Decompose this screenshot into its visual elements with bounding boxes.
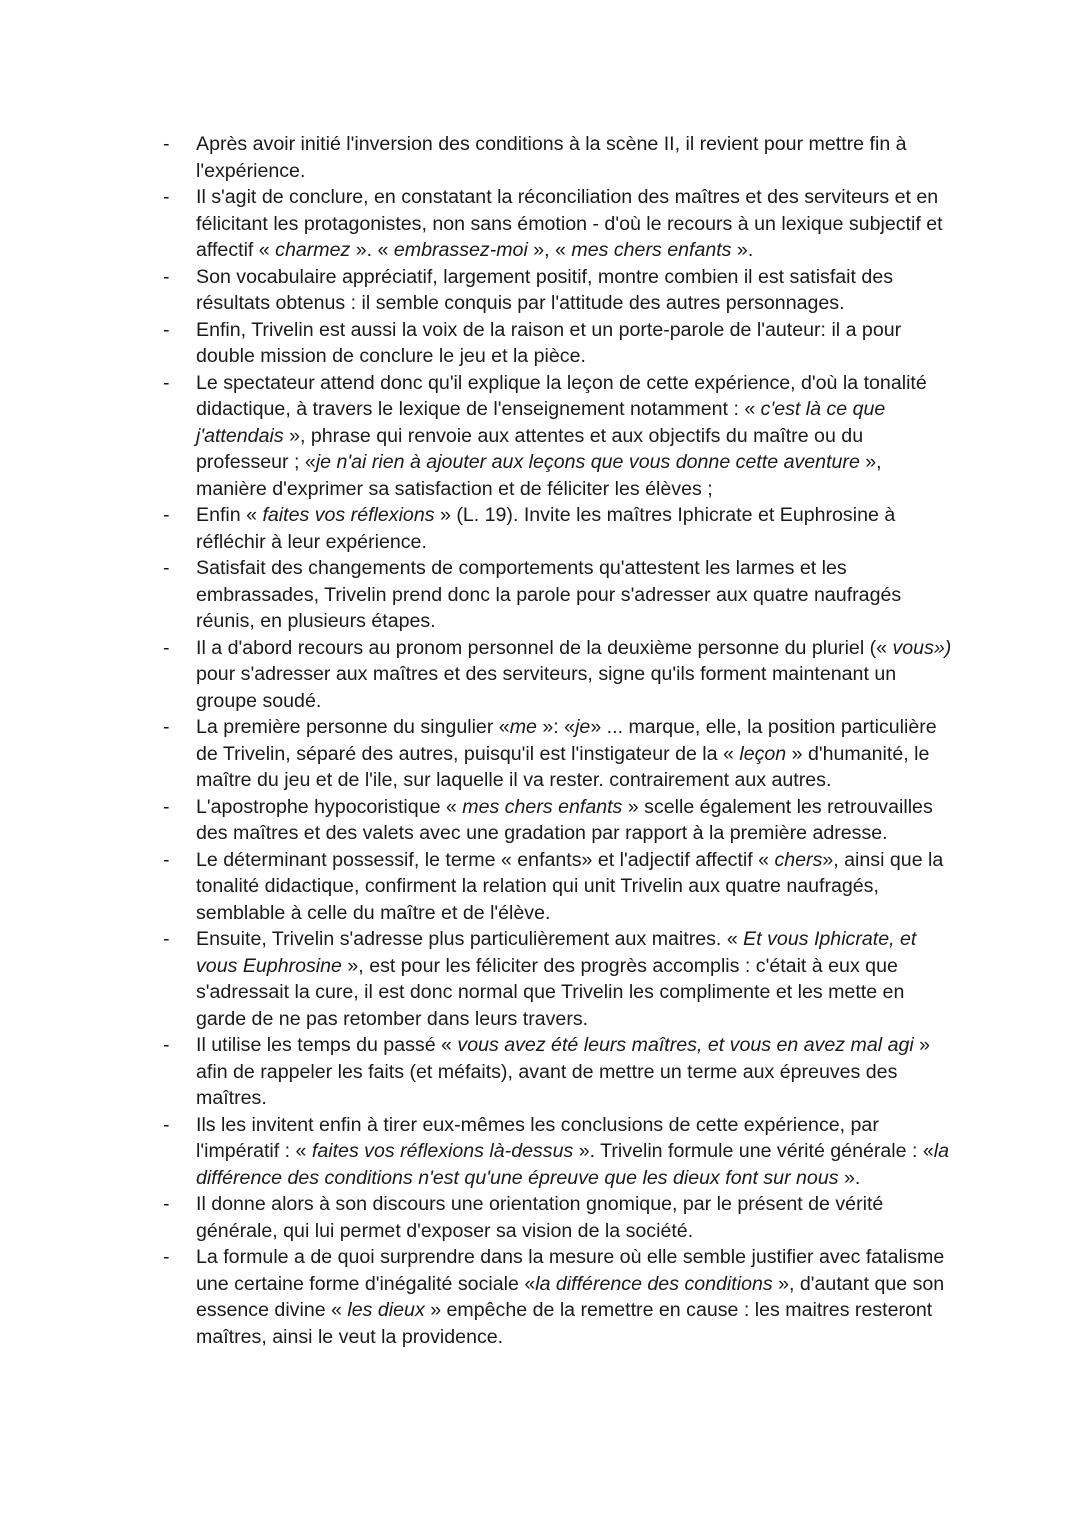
bullet-dash: - xyxy=(163,1113,170,1136)
quoted-text: charmez xyxy=(275,239,351,261)
bullet-item xyxy=(0,926,1080,1032)
text-segment: ». « xyxy=(350,239,394,261)
bullet-item xyxy=(0,1112,1080,1192)
text-segment: », est pour les féliciter des progrès accomplis : c'était à eux que s'adressait la cure, il est donc normal que Trivelin les complimente et les mette en garde de ne pas retomber dans leurs travers. xyxy=(196,954,905,1030)
text-segment: Le spectateur attend donc qu'il explique la leçon de cette expérience, d'où la tonalité didactique, à travers le lexique de l'enseignement notamment : « xyxy=(196,371,927,420)
text-segment: La première personne du singulier « xyxy=(196,716,510,738)
text-segment: Enfin « xyxy=(196,504,263,526)
bullet-dash: - xyxy=(163,636,170,659)
text-segment: Ensuite, Trivelin s'adresse plus particulièrement aux maitres. « xyxy=(196,928,744,950)
quoted-text: leçon xyxy=(739,742,787,765)
bullet-item xyxy=(0,370,1080,503)
text-segment: » (L. 19). Invite les maîtres Iphicrate et Euphrosine à réfléchir à leur expérience. xyxy=(196,504,896,553)
text-segment: Enfin, Trivelin est aussi la voix de la raison et un porte-parole de l'auteur: il a pour double mission de conclure le jeu et la pièce. xyxy=(196,318,902,367)
text-segment: La formule a de quoi surprendre dans la mesure où elle semble justifier avec fatalisme une certaine forme d'inégalité sociale « xyxy=(196,1246,945,1295)
text-segment: », ainsi que la tonalité didactique, confirment la relation qui unit Trivelin aux quatre naufragés, semblable à celle du maître et de l'élève. xyxy=(196,848,944,924)
quoted-text: embrassez-moi xyxy=(393,239,528,261)
bullet-item xyxy=(0,555,1080,635)
text-segment: Il utilise les temps du passé « xyxy=(196,1034,458,1056)
text-segment: ». Trivelin formule une vérité générale : « xyxy=(573,1140,934,1162)
text-segment: », d'autant que son essence divine « xyxy=(196,1272,945,1321)
text-segment: Après avoir initié l'inversion des conditions à la scène II, il revient pour mettre fin à l'expérience. xyxy=(196,133,907,182)
bullet-dash: - xyxy=(163,371,170,394)
quoted-text: mes chers enfants xyxy=(571,239,732,261)
bullet-item xyxy=(0,794,1080,847)
bullet-list xyxy=(0,131,1080,1350)
bullet-item xyxy=(0,1244,1080,1350)
quoted-text: vous») xyxy=(892,636,952,659)
quoted-text: la différence des conditions n'est qu'une épreuve que les dieux font sur nous xyxy=(196,1140,950,1189)
text-segment: Ils les invitent enfin à tirer eux-mêmes les conclusions de cette expérience, par l'impératif : « xyxy=(196,1113,879,1162)
quoted-text: Et vous Iphicrate, et vous Euphrosine xyxy=(196,928,917,977)
bullet-item xyxy=(0,184,1080,264)
bullet-dash: - xyxy=(163,928,170,950)
text-segment: », « xyxy=(527,239,572,261)
bullet-dash: - xyxy=(163,504,170,526)
text-segment: », manière d'exprimer sa satisfaction et de féliciter les élèves ; xyxy=(196,451,882,500)
bullet-dash: - xyxy=(163,1193,170,1215)
text-segment: Il donne alors à son discours une orientation gnomique, par le présent de vérité générale, qui lui permet d'exposer sa vision de la société. xyxy=(196,1193,884,1242)
bullet-dash: - xyxy=(163,265,170,288)
quoted-text: vous avez été leurs maîtres, et vous en avez mal agi xyxy=(457,1034,914,1056)
bullet-dash: - xyxy=(163,133,170,155)
text-segment: Son vocabulaire appréciatif, largement positif, montre combien il est satisfait des résultats obtenus : il semble conquis par l'attitude des autres personnages. xyxy=(196,265,894,314)
text-segment: ». xyxy=(731,239,754,261)
bullet-dash: - xyxy=(163,557,170,579)
text-segment: L'apostrophe hypocoristique « xyxy=(196,795,463,818)
bullet-dash: - xyxy=(163,318,170,341)
bullet-item xyxy=(0,847,1080,927)
bullet-dash: - xyxy=(163,848,170,871)
text-segment: Satisfait des changements de comportements qu'attestent les larmes et les embrassades, Trivelin prend donc la parole pour s'adresser aux quatre naufragés réunis, en plusieurs étapes. xyxy=(196,557,902,632)
text-segment: Il s'agit de conclure, en constatant la réconciliation des maîtres et des serviteurs et en félicitant les protagonistes, non sans émotion - d'où le recours à un lexique subjectif et affectif « xyxy=(196,186,943,261)
bullet-item xyxy=(0,264,1080,317)
text-segment: pour s'adresser aux maîtres et des serviteurs, signe qu'ils forment maintenant un groupe soudé. xyxy=(196,663,897,712)
bullet-dash: - xyxy=(163,716,170,738)
bullet-dash: - xyxy=(163,795,170,818)
text-segment: », phrase qui renvoie aux attentes et aux objectifs du maître ou du professeur ; « xyxy=(196,424,864,473)
quoted-text: je n'ai rien à ajouter aux leçons que vous donne cette aventure xyxy=(315,451,860,473)
document-page xyxy=(0,131,1080,1350)
bullet-item xyxy=(0,635,1080,715)
quoted-text: mes chers enfants xyxy=(462,795,623,818)
text-segment: »: « xyxy=(536,716,576,738)
quoted-text: la différence des conditions xyxy=(535,1272,773,1295)
bullet-item xyxy=(0,1032,1080,1112)
quoted-text: faites vos réflexions xyxy=(262,504,435,526)
text-segment: » empêche de la remettre en cause : les maitres resteront maîtres, ainsi le veut la providence. xyxy=(196,1299,933,1348)
quoted-text: faites vos réflexions là-dessus xyxy=(311,1140,574,1162)
bullet-dash: - xyxy=(163,1034,170,1056)
quoted-text: me xyxy=(509,716,537,738)
bullet-dash: - xyxy=(163,1246,170,1268)
text-segment: » afin de rappeler les faits (et méfaits), avant de mettre un terme aux épreuves des maîtres. xyxy=(196,1034,931,1109)
bullet-dash: - xyxy=(163,186,170,208)
text-segment: » ... marque, elle, la position particulière de Trivelin, séparé des autres, puisqu'il est l'instigateur de la « xyxy=(196,716,937,765)
bullet-item xyxy=(0,317,1080,370)
bullet-item xyxy=(0,131,1080,184)
bullet-item xyxy=(0,714,1080,794)
text-segment: ». xyxy=(838,1166,861,1189)
bullet-item xyxy=(0,1191,1080,1244)
text-segment: Le déterminant possessif, le terme « enfants» et l'adjectif affectif « xyxy=(196,848,775,871)
text-segment: » scelle également les retrouvailles des maîtres et des valets avec une gradation par rapport à la première adresse. xyxy=(196,795,933,844)
quoted-text: c'est là ce que j'attendais xyxy=(196,398,886,447)
quoted-text: chers xyxy=(774,848,823,871)
quoted-text: les dieux xyxy=(347,1299,425,1321)
text-segment: » d'humanité, le maître du jeu et de l'ile, sur laquelle il va rester. contrairement aux autres. xyxy=(196,742,930,791)
bullet-item xyxy=(0,502,1080,555)
quoted-text: je xyxy=(575,716,591,738)
text-segment: Il a d'abord recours au pronom personnel de la deuxième personne du pluriel (« xyxy=(196,636,893,659)
